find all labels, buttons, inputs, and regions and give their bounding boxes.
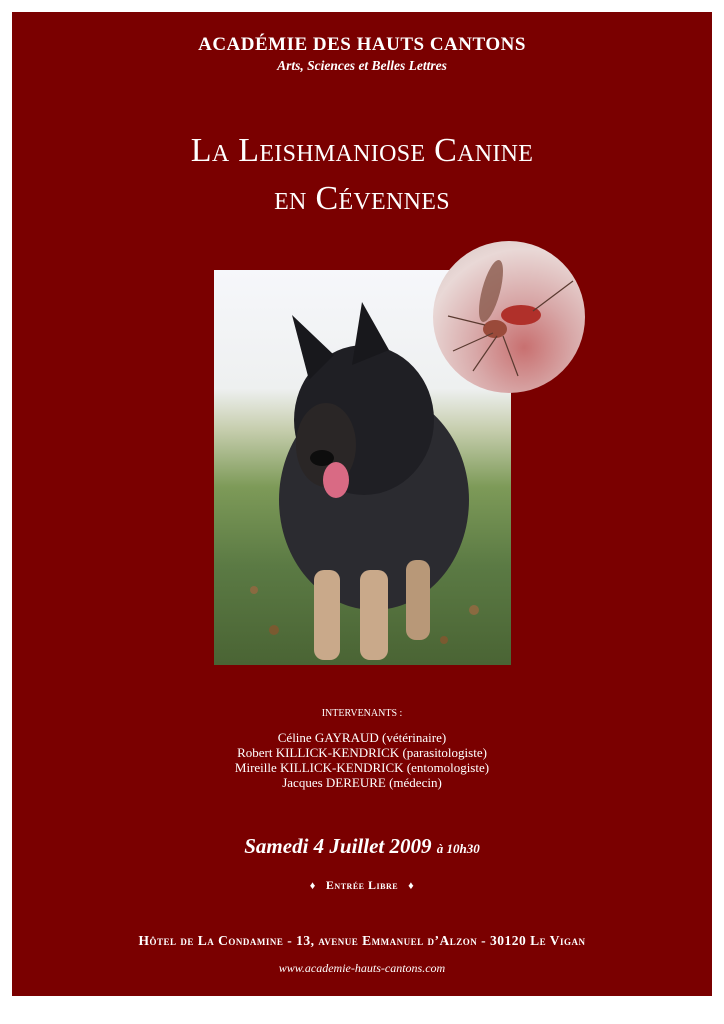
event-date: Samedi 4 Juillet 2009: [244, 834, 432, 858]
venue-address: Hôtel de La Condamine - 13, avenue Emmanuel d’Alzon - 30120 Le Vigan: [138, 933, 586, 948]
title-line-1: La Leishmaniose Canine: [190, 132, 534, 169]
entry-line: [12, 878, 712, 893]
speakers-label: INTERVENANTS :: [321, 708, 403, 719]
website-url: www.academie-hauts-cantons.com: [278, 961, 446, 975]
event-date-line: [12, 834, 712, 859]
title-line-2: en Cévennes: [274, 180, 450, 217]
diamond-icon: ♦: [408, 880, 415, 892]
speaker-item: Jacques DEREURE (médecin): [282, 775, 442, 790]
entry-text: Entrée Libre: [325, 878, 399, 892]
organization-name: ACADÉMIE DES HAUTS CANTONS: [198, 34, 526, 55]
speaker-item: Robert KILLICK-KENDRICK (parasitologiste): [237, 745, 487, 760]
poster: [12, 12, 712, 996]
speaker-item: Mireille KILLICK-KENDRICK (entomologiste): [234, 760, 490, 775]
diamond-icon: ♦: [309, 880, 316, 892]
speaker-item: Céline GAYRAUD (vétérinaire): [277, 730, 447, 745]
organization-subtitle: Arts, Sciences et Belles Lettres: [277, 58, 447, 73]
event-time: à 10h30: [436, 841, 480, 856]
sandfly-photo: [433, 241, 585, 393]
